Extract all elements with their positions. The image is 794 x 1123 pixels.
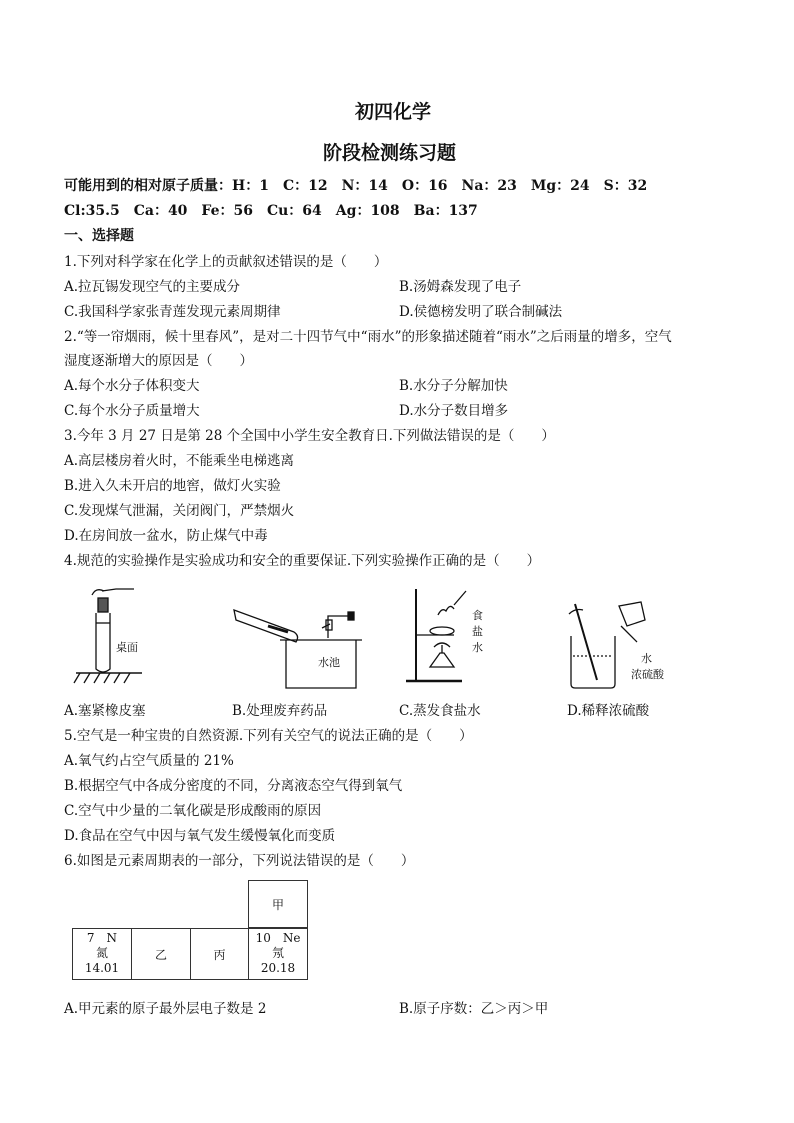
figure-label-acid: 浓硫酸 xyxy=(631,668,664,681)
q2-stem-line2: 湿度逐渐增大的原因是（ ） xyxy=(64,353,253,369)
cell-yi-label: 乙 xyxy=(154,948,167,962)
q2-option-a: A.每个水分子体积变大 xyxy=(64,378,200,394)
q1-option-a: A.拉瓦锡发现空气的主要成分 xyxy=(64,279,241,295)
q6-option-b: B.原子序数：乙＞丙＞甲 xyxy=(399,1001,549,1017)
figure-label-salt-3: 水 xyxy=(472,641,483,654)
q4-stem: 4.规范的实验操作是实验成功和安全的重要保证.下列实验操作正确的是（ ） xyxy=(64,553,541,569)
q4-option-d: D.稀释浓硫酸 xyxy=(567,703,650,719)
q5-option-d: D.食品在空气中因与氧气发生缓慢氧化而变质 xyxy=(64,828,336,844)
q2-stem-line1: 2.“等一帘烟雨，候十里春风”，是对二十四节气中“雨水”的形象描述随着“雨水”之后雨量的增多，空气 xyxy=(64,329,672,345)
q5-option-c: C.空气中少量的二氧化碳是形成酸雨的原因 xyxy=(64,803,322,819)
q2-option-d: D.水分子数目增多 xyxy=(399,403,509,419)
figure-evaporate-salt-water xyxy=(402,585,497,690)
q4-option-a: A.塞紧橡皮塞 xyxy=(64,703,146,719)
figure-label-water: 水 xyxy=(641,652,652,665)
neon-name: 氖 xyxy=(271,946,284,960)
cell-nitrogen xyxy=(72,928,132,980)
q4-option-c: C.蒸发食盐水 xyxy=(399,703,481,719)
cell-bing-label: 丙 xyxy=(213,948,226,962)
atomic-mass-line-2: Cl:35.5 Ca：40 Fe：56 Cu：64 Ag：108 Ba：137 xyxy=(64,203,478,219)
nitrogen-mass: 14.01 xyxy=(84,961,120,975)
nitrogen-name: 氮 xyxy=(95,946,108,960)
page-subtitle: 阶段检测练习题 xyxy=(323,142,457,164)
nitrogen-number: 7 N xyxy=(86,931,118,945)
cell-bing xyxy=(190,928,249,980)
q1-stem: 1.下列对科学家在化学上的贡献叙述错误的是（ ） xyxy=(64,254,388,270)
q3-option-c: C.发现煤气泄漏，关闭阀门，严禁烟火 xyxy=(64,503,295,519)
q5-stem: 5.空气是一种宝贵的自然资源.下列有关空气的说法正确的是（ ） xyxy=(64,728,473,744)
atomic-mass-line-1: 可能用到的相对原子质量：H：1 C：12 N：14 O：16 Na：23 Mg：24 S：32 xyxy=(64,178,648,194)
q6-option-a: A.甲元素的原子最外层电子数是 2 xyxy=(64,1001,267,1017)
cell-neon xyxy=(248,928,308,980)
q1-option-c: C.我国科学家张青莲发现元素周期律 xyxy=(64,304,281,320)
figure-label-salt-2: 盐 xyxy=(472,625,483,638)
figure-label-salt-1: 食 xyxy=(472,609,483,622)
figure-insert-stopper xyxy=(72,583,182,688)
figure-dispose-chemicals xyxy=(228,598,378,693)
q3-option-b: B.进入久未开启的地窖，做灯火实验 xyxy=(64,478,281,494)
q3-stem: 3.今年 3 月 27 日是第 28 个全国中小学生安全教育日.下列做法错误的是（ ） xyxy=(64,428,555,444)
q4-option-b: B.处理废弃药品 xyxy=(232,703,328,719)
q6-stem: 6.如图是元素周期表的一部分，下列说法错误的是（ ） xyxy=(64,853,415,869)
q5-option-a: A.氧气约占空气质量的 21% xyxy=(64,753,234,769)
neon-mass: 20.18 xyxy=(260,961,296,975)
q5-option-b: B.根据空气中各成分密度的不同，分离液态空气得到氧气 xyxy=(64,778,403,794)
page-title: 初四化学 xyxy=(355,101,432,123)
figure-label-desk: 桌面 xyxy=(116,641,138,654)
q2-option-c: C.每个水分子质量增大 xyxy=(64,403,200,419)
q1-option-d: D.侯德榜发明了联合制碱法 xyxy=(399,304,563,320)
figure-label-pool: 水池 xyxy=(318,656,340,669)
q1-option-b: B.汤姆森发现了电子 xyxy=(399,279,522,295)
figure-dilute-acid xyxy=(563,600,678,692)
q3-option-a: A.高层楼房着火时，不能乘坐电梯逃离 xyxy=(64,453,295,469)
periodic-table-fragment xyxy=(72,880,312,982)
neon-number: 10 Ne xyxy=(255,931,301,945)
cell-yi xyxy=(131,928,191,980)
q2-option-b: B.水分子分解加快 xyxy=(399,378,508,394)
cell-jia xyxy=(248,880,308,928)
cell-jia-label: 甲 xyxy=(271,898,284,912)
q3-option-d: D.在房间放一盆水，防止煤气中毒 xyxy=(64,528,268,544)
section-heading: 一、选择题 xyxy=(64,228,134,244)
